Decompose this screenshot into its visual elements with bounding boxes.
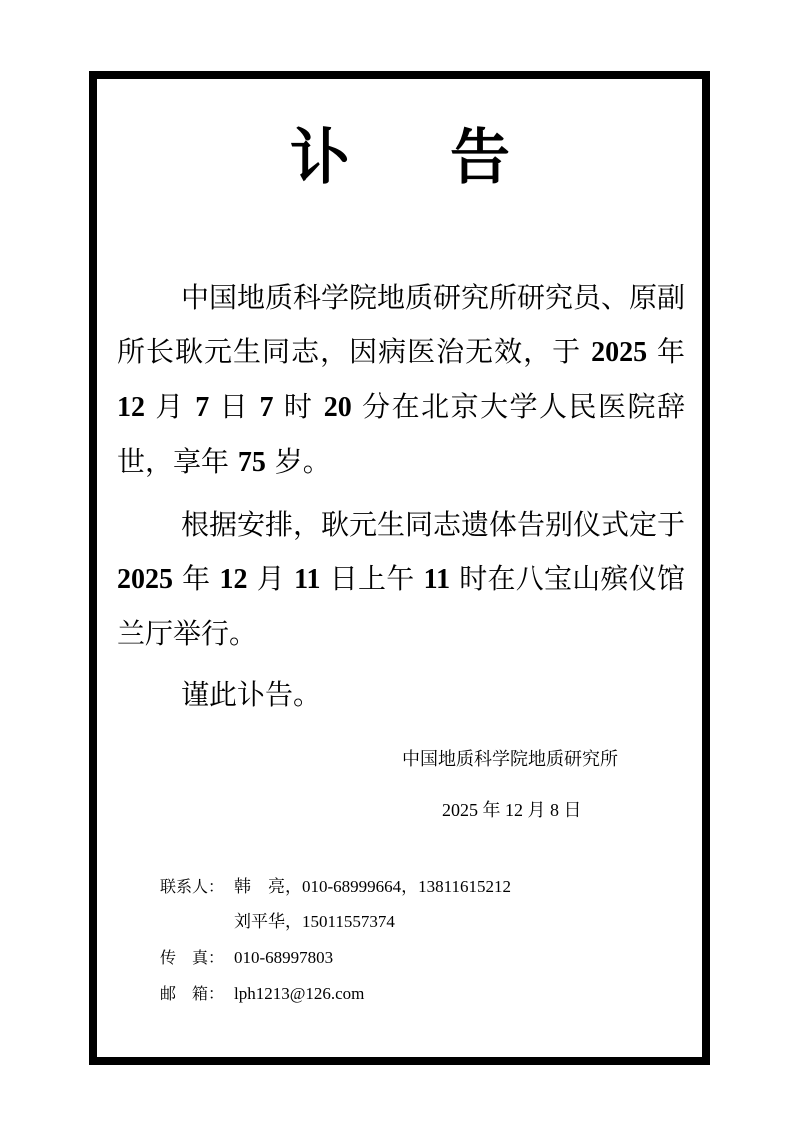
- contact-line-2: 刘平华，15011557374: [234, 912, 395, 931]
- contact-person-row-2: [234, 911, 395, 933]
- contact-label: 联系人：: [160, 877, 225, 896]
- body-text: 年: [173, 562, 220, 595]
- bold-number: 12: [219, 564, 248, 595]
- fax-number: 010-68997803: [234, 948, 334, 967]
- contact-person-row: [160, 876, 511, 898]
- body-text: 日: [209, 390, 260, 423]
- obituary-title: [0, 118, 800, 198]
- body-text: 分在北京大学人民医院辞世，享年: [117, 390, 685, 478]
- bold-number: 11: [423, 564, 451, 595]
- body-text: 时在八宝山殡仪馆兰厅举行。: [117, 562, 685, 650]
- paragraph-closing: [117, 668, 685, 722]
- email-row: [160, 983, 364, 1005]
- bold-number: 20: [323, 392, 352, 423]
- body-text: 日上午: [320, 562, 424, 595]
- closing-text: 谨此讣告。: [181, 678, 322, 711]
- body-text: 岁。: [265, 445, 331, 478]
- paragraph-death-announcement: [117, 271, 685, 490]
- title-char-1: 讣: [290, 123, 350, 193]
- bold-number: 2025: [591, 337, 648, 368]
- bold-number: 7: [195, 392, 210, 423]
- body-text: 中国地质科学院地质研究所研究员、原副所长耿元生同志，因病医治无效，于: [117, 281, 686, 368]
- paragraph-funeral-arrangement: [117, 498, 685, 661]
- bold-number: 11: [294, 564, 321, 595]
- bold-number: 75: [237, 447, 266, 478]
- bold-number: 12: [117, 392, 145, 423]
- signature-organization: 中国地质科学院地质研究所: [402, 749, 618, 770]
- fax-label: 传 真：: [160, 948, 225, 967]
- body-text: 时: [273, 390, 324, 423]
- bold-number: 2025: [117, 564, 173, 595]
- bold-number: 7: [259, 392, 274, 423]
- signature-date: 2025 年 12 月 8 日: [442, 800, 582, 820]
- email-address[interactable]: lph1213@126.com: [234, 984, 365, 1003]
- fax-row: [160, 947, 333, 969]
- body-text: 根据安排，耿元生同志遗体告别仪式定于: [181, 508, 686, 541]
- title-char-2: 告: [450, 123, 510, 193]
- contact-line-1: 韩 亮，010-68999664，13811615212: [234, 877, 512, 896]
- body-text: 年: [647, 335, 686, 368]
- email-label: 邮 箱：: [160, 984, 225, 1003]
- body-text: 月: [145, 390, 196, 423]
- body-text: 月: [247, 562, 295, 595]
